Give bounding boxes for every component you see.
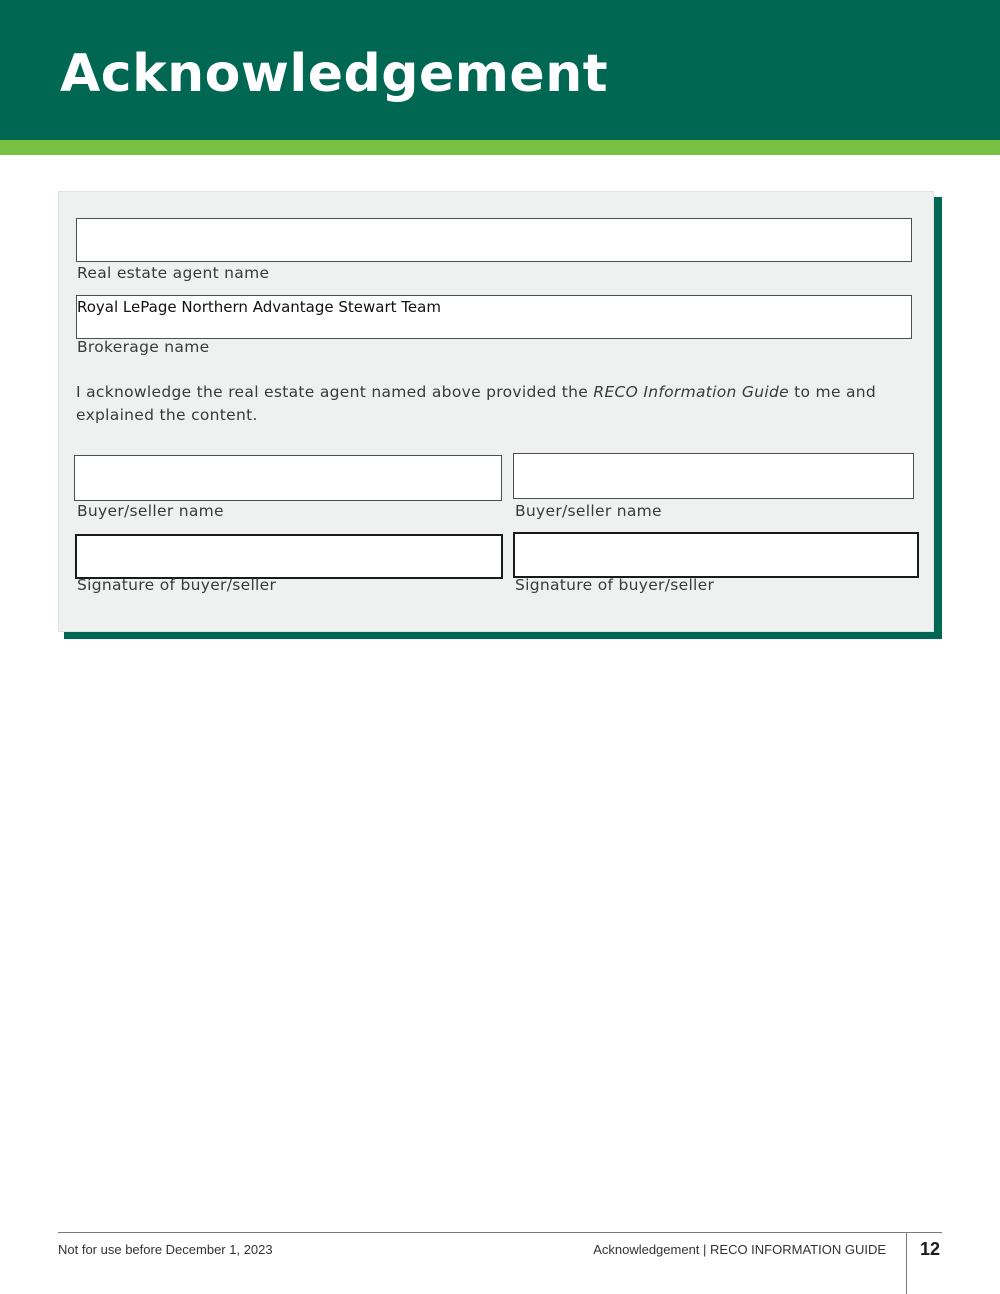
page-title: Acknowledgement: [60, 44, 609, 104]
footer-divider: [906, 1232, 907, 1294]
footer-usage-note: Not for use before December 1, 2023: [58, 1242, 273, 1257]
agent-name-label: Real estate agent name: [77, 264, 270, 282]
brokerage-name-label: Brokerage name: [77, 338, 210, 356]
acknowledgement-statement: [76, 381, 906, 427]
buyer-seller-name-label-1: Buyer/seller name: [77, 502, 224, 520]
brokerage-name-value: Royal LePage Northern Advantage Stewart Team: [77, 298, 441, 316]
footer-rule: [58, 1232, 942, 1233]
acknowledgement-text-end: to me and explained the content.: [76, 383, 877, 424]
signature-label-1: Signature of buyer/seller: [77, 576, 277, 594]
signature-label-2: Signature of buyer/seller: [515, 576, 715, 594]
agent-name-field[interactable]: [76, 218, 912, 262]
footer-section-title: Acknowledgement | RECO INFORMATION GUIDE: [593, 1242, 886, 1257]
signature-field-2[interactable]: [513, 532, 919, 578]
buyer-seller-name-field-1[interactable]: [74, 455, 502, 501]
brokerage-name-field[interactable]: [76, 295, 912, 339]
signature-field-1[interactable]: [75, 534, 503, 579]
buyer-seller-name-label-2: Buyer/seller name: [515, 502, 662, 520]
acknowledgement-text-start: I acknowledge the real estate agent named above provided the: [76, 383, 594, 401]
page-number: 12: [920, 1239, 941, 1259]
header-accent-stripe: [0, 140, 1000, 155]
buyer-seller-name-field-2[interactable]: [513, 453, 914, 499]
guide-title: RECO Information Guide: [593, 383, 789, 401]
